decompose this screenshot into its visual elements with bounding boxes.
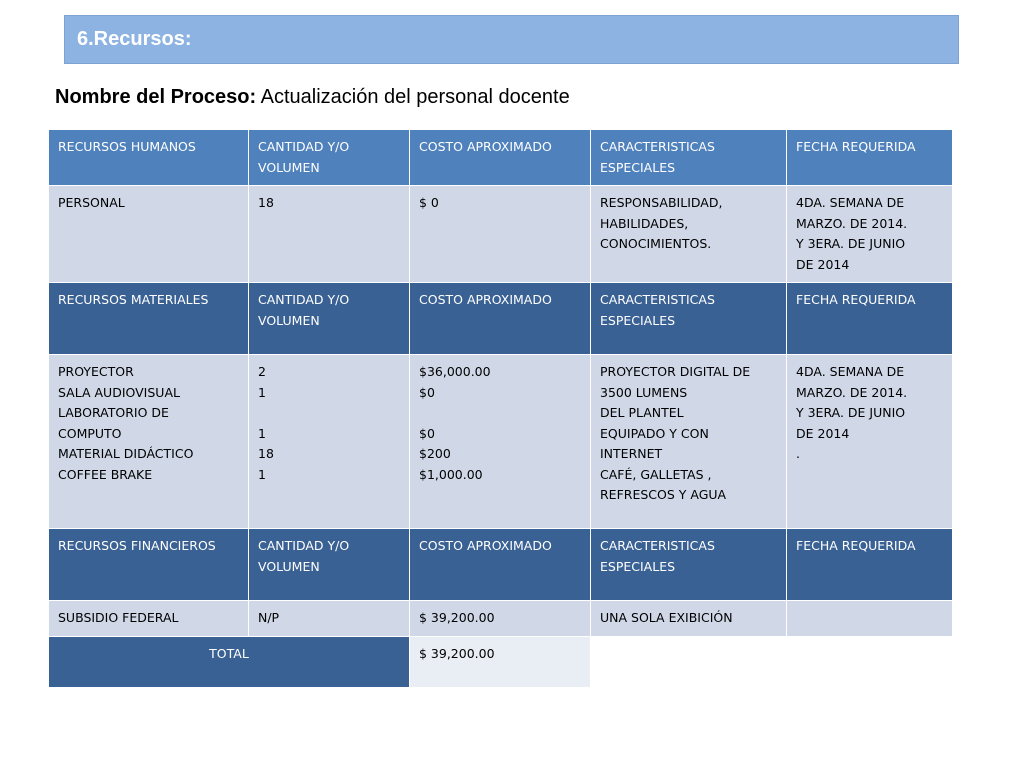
header-cell: RECURSOS HUMANOS [49,130,249,186]
cell-line: 18 [258,195,274,210]
costo-cell [410,355,591,529]
cell-line: COFFEE BRAKE [58,466,153,482]
header-cell: CARACTERISTICAS ESPECIALES [591,130,787,186]
section-title-bar [64,15,959,64]
cell-line [258,403,400,424]
cell-line: MATERIAL DIDÁCTICO [58,446,194,461]
cell-line: $36,000.00 [419,364,491,379]
cell-line: LABORATORIO DE [58,405,169,420]
fecha-cell [787,601,953,637]
cell-line: SALA AUDIOVISUAL [58,384,180,400]
cell-line: 4DA. SEMANA DE [796,195,905,210]
cantidad-cell [249,601,410,637]
humanos-row [49,186,953,283]
cell-line: CAFÉ, GALLETAS , [600,466,712,482]
resources-table [48,129,953,688]
header-cell: RECURSOS FINANCIEROS [49,529,249,601]
cell-line: COMPUTO [58,425,122,441]
cell-line: PROYECTOR DIGITAL DE [600,364,751,379]
cell-line: 1 [258,466,266,482]
header-cell: FECHA REQUERIDA [787,283,953,355]
cell-line: DEL PLANTEL [600,405,684,420]
caracteristicas-cell [591,601,787,637]
fecha-cell [787,355,953,529]
cell-line: 4DA. SEMANA DE [796,364,905,379]
header-cell: CANTIDAD Y/O VOLUMEN [249,130,410,186]
cell-line: INTERNET [600,446,663,461]
header-cell: RECURSOS MATERIALES [49,283,249,355]
total-value: $ 39,200.00 [410,636,591,687]
materiales-header-row [49,283,953,355]
cell-line: SUBSIDIO FEDERAL [58,610,179,625]
financieros-header-row [49,529,953,601]
cell-line: DE 2014 [796,256,850,272]
cell-line: CONOCIMIENTOS. [600,236,712,251]
header-cell: COSTO APROXIMADO [410,529,591,601]
cell-line: $ 0 [419,195,439,210]
process-value: Actualización del personal docente [256,86,570,108]
humanos-header-row [49,130,953,186]
cell-line: Y 3ERA. DE JUNIO [796,405,906,420]
recurso-cell [49,601,249,637]
cell-line: N/P [258,610,280,625]
cell-line [796,608,943,629]
cell-line: MARZO. DE 2014. [796,384,908,400]
caracteristicas-cell [591,355,787,529]
header-cell: CANTIDAD Y/O VOLUMEN [249,283,410,355]
cell-line: 1 [258,384,266,400]
cell-line: PROYECTOR [58,364,134,379]
header-cell: FECHA REQUERIDA [787,529,953,601]
header-cell: CANTIDAD Y/O VOLUMEN [249,529,410,601]
cell-line: $200 [419,446,451,461]
header-cell: COSTO APROXIMADO [410,130,591,186]
materiales-row [49,355,953,529]
process-label: Nombre del Proceso: [55,86,257,108]
cell-line: 18 [258,446,274,461]
costo-cell [410,601,591,637]
cell-line: HABILIDADES, [600,215,689,231]
header-cell: FECHA REQUERIDA [787,130,953,186]
cell-line [419,403,581,424]
costo-cell [410,186,591,283]
cell-line: EQUIPADO Y CON [600,425,709,441]
cell-line: UNA SOLA EXIBICIÓN [600,610,733,625]
empty-cell [591,636,953,687]
cell-line: MARZO. DE 2014. [796,215,908,231]
recurso-cell [49,186,249,283]
cell-line: Y 3ERA. DE JUNIO [796,236,906,251]
cell-line: $0 [419,425,435,441]
cell-line: 3500 LUMENS [600,384,688,400]
process-name [55,86,570,109]
cell-line: 2 [258,364,266,379]
cell-line: 1 [258,425,266,441]
recurso-cell [49,355,249,529]
cell-line: REFRESCOS Y AGUA [600,487,727,502]
header-cell: COSTO APROXIMADO [410,283,591,355]
total-row [49,636,953,687]
cell-line: $1,000.00 [419,466,483,482]
caracteristicas-cell [591,186,787,283]
cell-line: . [796,446,800,461]
financieros-row [49,601,953,637]
cantidad-cell [249,186,410,283]
total-label: TOTAL [49,636,410,687]
header-cell: CARACTERISTICAS ESPECIALES [591,529,787,601]
header-cell: CARACTERISTICAS ESPECIALES [591,283,787,355]
section-title: 6.Recursos: [77,28,192,50]
cell-line: $ 39,200.00 [419,610,495,625]
cell-line: $0 [419,384,435,400]
fecha-cell [787,186,953,283]
cell-line: RESPONSABILIDAD, [600,195,723,210]
cell-line: PERSONAL [58,195,125,210]
cell-line: DE 2014 [796,425,850,441]
cantidad-cell [249,355,410,529]
